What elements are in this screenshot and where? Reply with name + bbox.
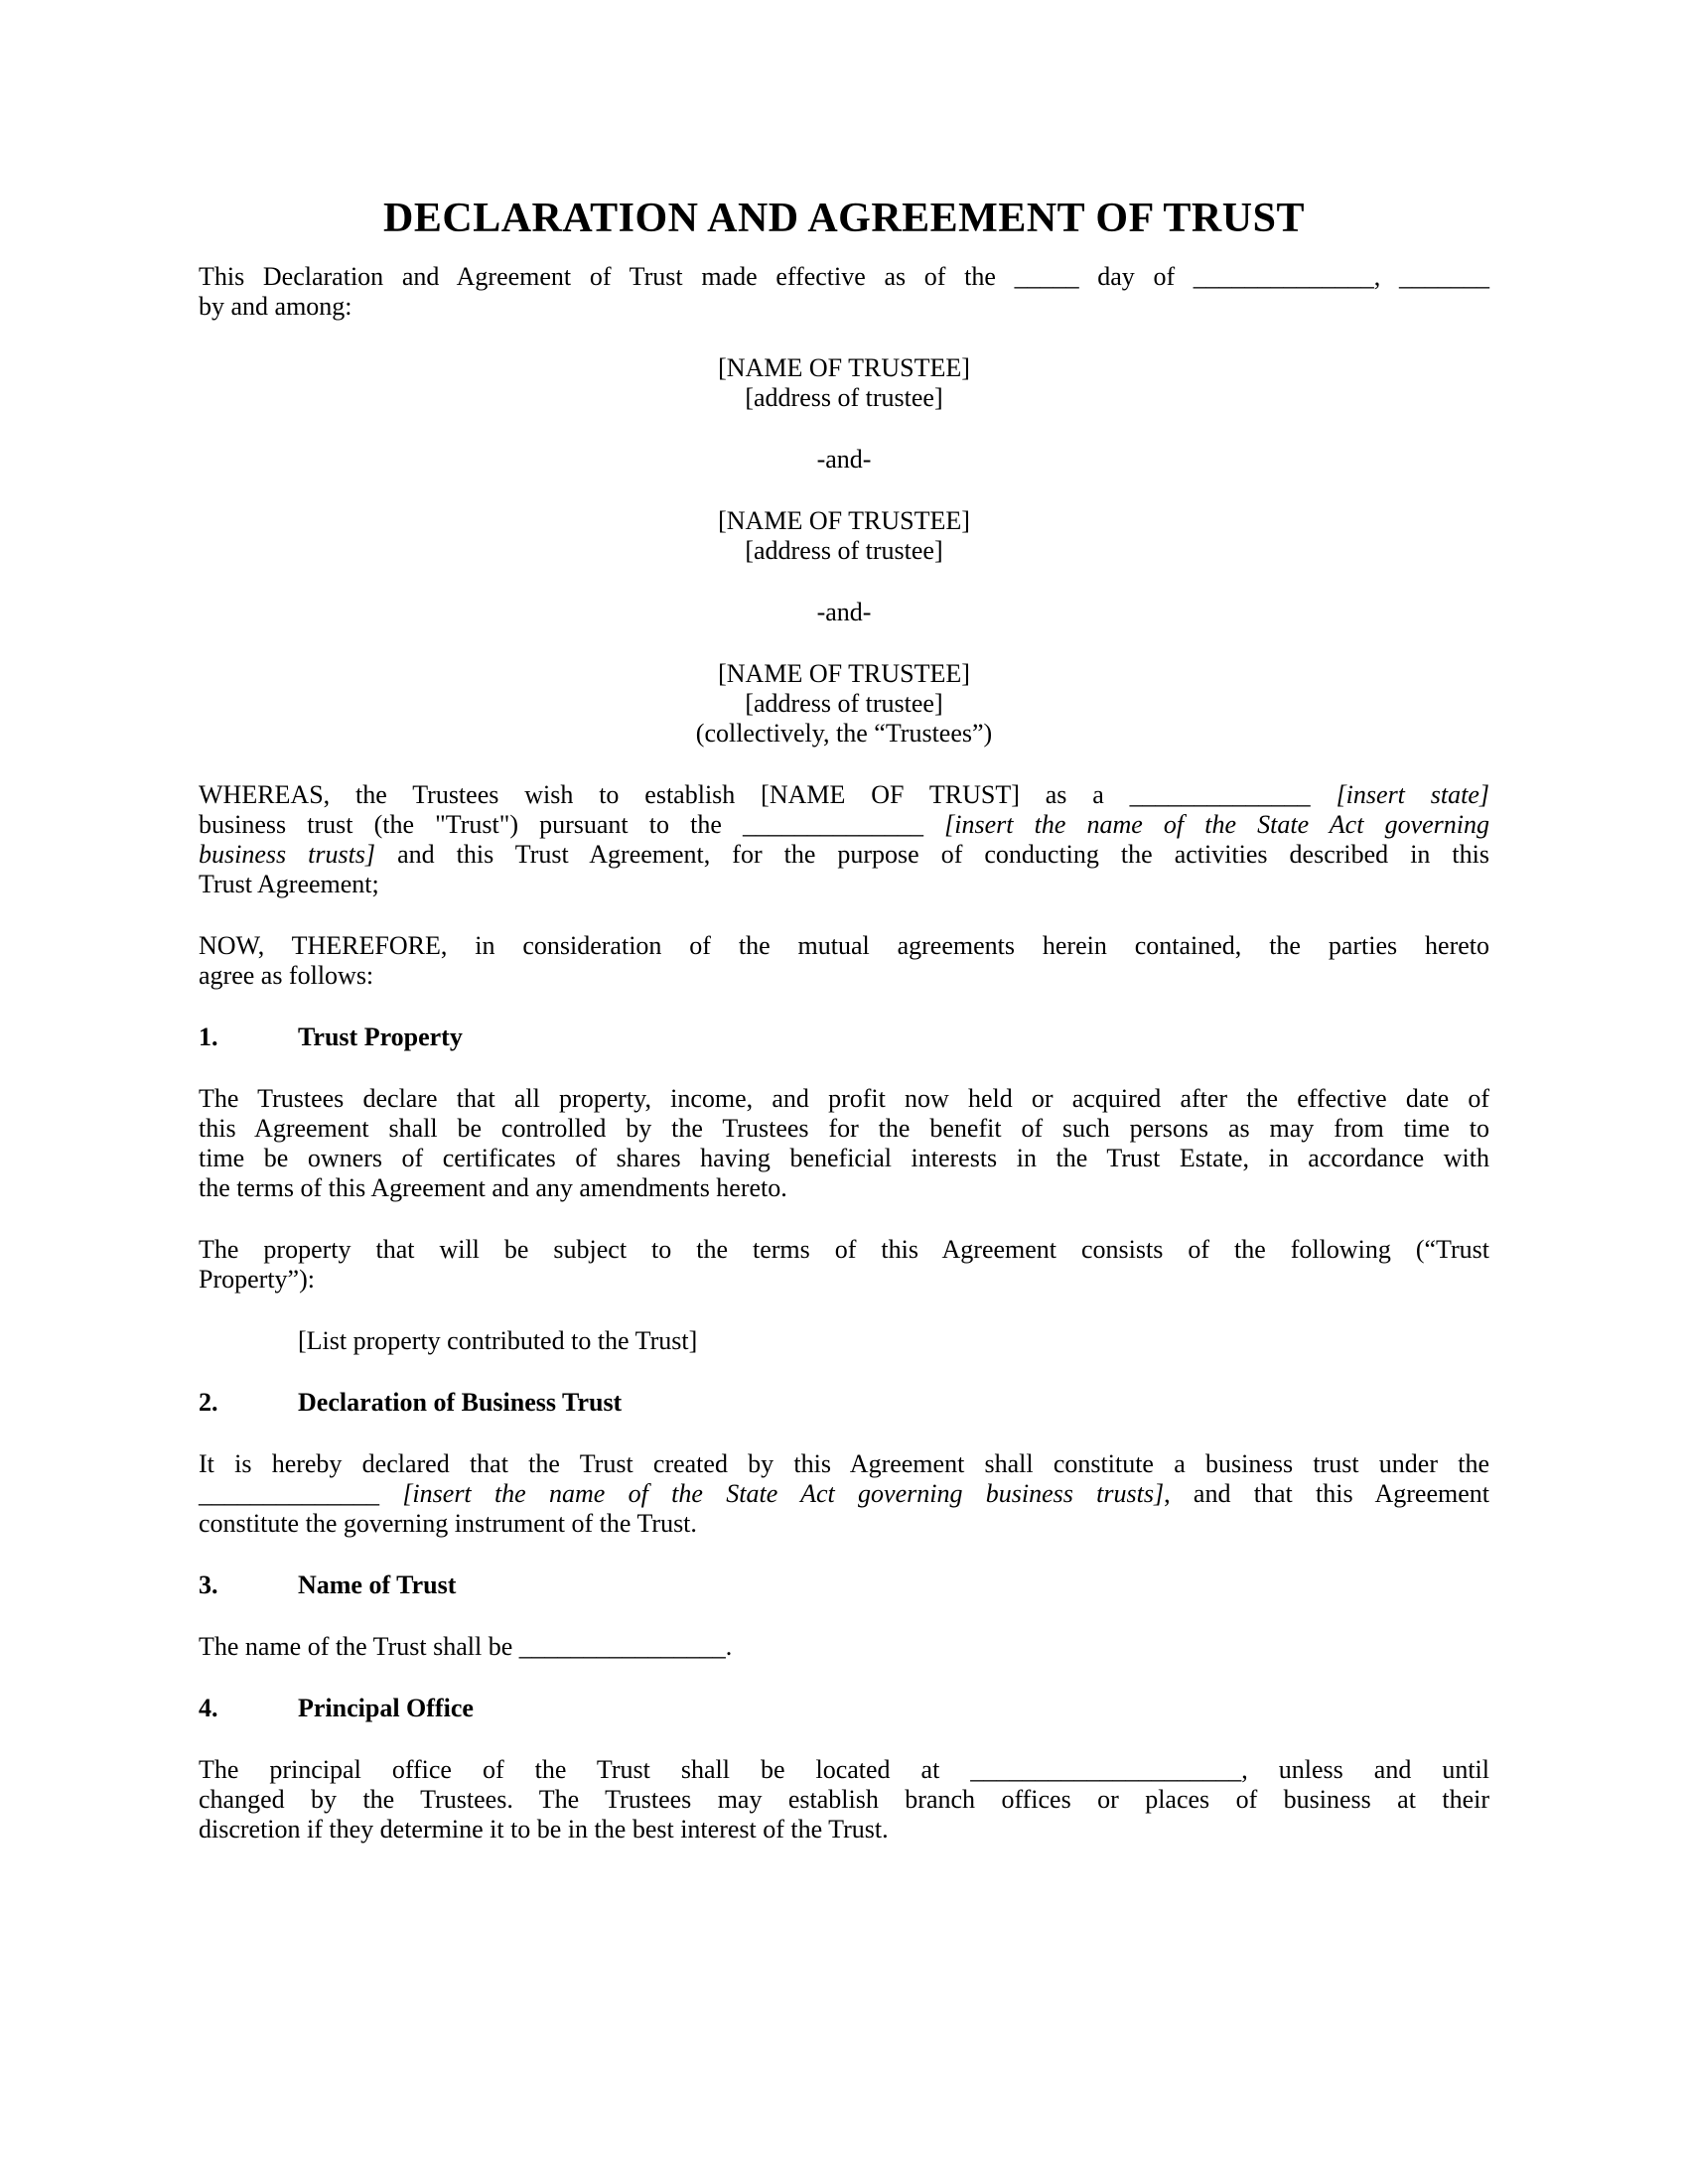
whereas-recital-paragraph [199,780,1489,899]
and-separator: -and- [816,445,872,474]
section-number: 2. [199,1388,218,1417]
trustee-address-placeholder: [address of trustee] [745,689,943,718]
section-title: Principal Office [298,1694,474,1722]
text-line [199,840,1489,870]
section-number: 4. [199,1694,218,1722]
intro-line-with-blanks: This Declaration and Agreement of Trust made effective as of the _____ day of ______________, _______ [199,262,1489,291]
text-line: the terms of this Agreement and any amendments hereto. [199,1173,787,1202]
text-line: The principal office of the Trust shall be located at _____________________, unless and until [199,1755,1489,1784]
trustee-name-placeholder: [NAME OF TRUSTEE] [718,506,970,535]
section-2-paragraph [199,1449,1489,1539]
trustee-address-placeholder: [address of trustee] [745,536,943,565]
text-line: Property”): [199,1265,315,1294]
insert-state-act-italic-note: [insert the name of the State Act governing business trusts] [402,1479,1165,1508]
fill-in-blank: ______________ [199,1479,403,1508]
document-content [199,195,1489,1844]
text-line: this Agreement shall be controlled by the Trustees for the benefit of such persons as may from time to [199,1114,1489,1143]
insert-state-act-italic-note: [insert the name of the State Act governing [944,810,1489,839]
text-line: changed by the Trustees. The Trustees may establish branch offices or places of business at their [199,1785,1489,1814]
section-title: Trust Property [298,1023,463,1051]
text-line: It is hereby declared that the Trust created by this Agreement shall constitute a business trust under the [199,1449,1489,1478]
text-line: discretion if they determine it to be in the best interest of the Trust. [199,1815,889,1843]
section-4-heading [199,1694,1489,1723]
and-separator: -and- [816,598,872,626]
now-therefore-paragraph [199,931,1489,991]
section-1-paragraph-1 [199,1084,1489,1203]
section-1-heading [199,1023,1489,1052]
business-trusts-italic-note: business trusts] [199,840,376,869]
whereas-roman-text: business trust (the "Trust") pursuant to the ______________ [199,810,945,839]
text-line: time be owners of certificates of shares having beneficial interests in the Trust Estate, in accordance with [199,1144,1489,1172]
name-of-trust-line-with-blank: The name of the Trust shall be ________________. [199,1632,733,1661]
trustee-name-placeholder: [NAME OF TRUSTEE] [718,659,970,688]
section-2-heading [199,1388,1489,1418]
collectively-trustees-line: (collectively, the “Trustees”) [695,719,993,748]
trustee-block-1 [199,353,1489,413]
text-line: agree as follows: [199,961,374,990]
section-number: 1. [199,1023,218,1051]
text-line: The property that will be subject to the terms of this Agreement consists of the following (“Trust [199,1235,1489,1264]
section-3-paragraph [199,1632,1489,1662]
whereas-roman-text: and this Trust Agreement, for the purpose of conducting the activities described in this [375,840,1489,869]
intro-paragraph [199,262,1489,322]
section-1-paragraph-2 [199,1235,1489,1295]
insert-state-italic-note: [insert state] [1336,780,1489,809]
roman-text: , and that this Agreement [1164,1479,1489,1508]
text-line: Trust Agreement; [199,870,379,898]
text-line: constitute the governing instrument of the Trust. [199,1509,697,1538]
section-title: Declaration of Business Trust [298,1388,623,1417]
whereas-roman-text: WHEREAS, the Trustees wish to establish [NAME OF TRUST] as a ______________ [199,780,1336,809]
section-4-paragraph [199,1755,1489,1844]
section-number: 3. [199,1570,218,1599]
trustee-block-2 [199,506,1489,566]
text-line: The Trustees declare that all property, income, and profit now held or acquired after the effective date of [199,1084,1489,1113]
text-line [199,810,1489,840]
text-line [199,1479,1489,1509]
section-title: Name of Trust [298,1570,457,1599]
text-line [199,780,1489,810]
section-3-heading [199,1570,1489,1600]
document-title: DECLARATION AND AGREEMENT OF TRUST [383,196,1305,241]
trustee-name-placeholder: [NAME OF TRUSTEE] [718,353,970,382]
intro-line: by and among: [199,292,352,321]
trustee-block-3 [199,659,1489,749]
trustee-address-placeholder: [address of trustee] [745,383,943,412]
text-line: NOW, THEREFORE, in consideration of the mutual agreements herein contained, the parties hereto [199,931,1489,960]
list-property-placeholder: [List property contributed to the Trust] [298,1326,698,1355]
